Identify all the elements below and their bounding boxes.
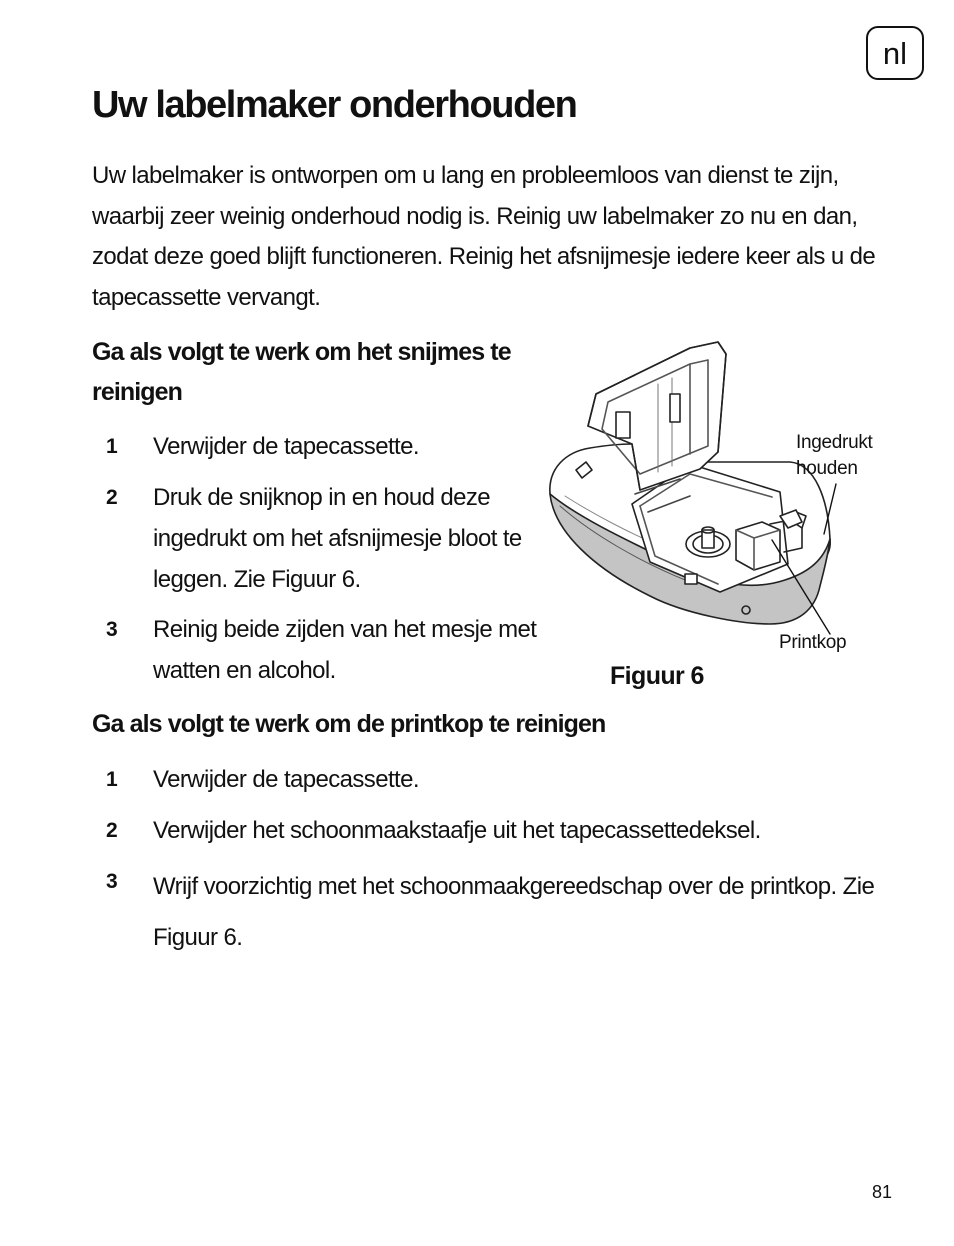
step-text: Verwijder de tapecassette. [153,433,419,460]
step-number: 3 [106,870,118,893]
step-text: Verwijder het schoonmaakstaafje uit het tapecassettedeksel. [153,817,761,844]
step-number: 2 [106,819,118,842]
step-text: Reinig beide zijden van het mesje met watten en alcohol. [153,616,537,684]
step-text: Verwijder de tapecassette. [153,766,419,793]
step-number: 1 [106,435,118,458]
page-number: 81 [872,1182,893,1202]
section-heading-cutter: Ga als volgt te werk om het snijmes te reinigen [92,338,511,406]
step-number: 3 [106,618,118,641]
figure-caption: Figuur 6 [610,662,704,690]
section-heading-printhead: Ga als volgt te werk om de printkop te reinigen [92,710,606,738]
callout-press-hold: Ingedrukt houden [796,432,873,479]
step-number: 2 [106,486,118,509]
intro-paragraph: Uw labelmaker is ontworpen om u lang en probleemloos van dienst te zijn, waarbij zeer weinig onderhoud nodig is. Reinig uw labelmaker zo nu en dan, zodat deze goed blijft functioneren. Reinig het afsnijmesje iedere keer als u de tapecassette vervangt. [92,162,876,311]
language-badge: nl [866,26,924,80]
step-text: Wrijf voorzichtig met het schoonmaakgereedschap over de printkop. Zie Figuur 6. [153,873,875,951]
step-number: 1 [106,768,118,791]
page-title: Uw labelmaker onderhouden [92,84,577,126]
callout-printhead: Printkop [779,632,847,653]
step-text: Druk de snijknop in en houd deze ingedrukt om het afsnijmesje bloot te leggen. Zie Figuur 6. [153,484,522,593]
